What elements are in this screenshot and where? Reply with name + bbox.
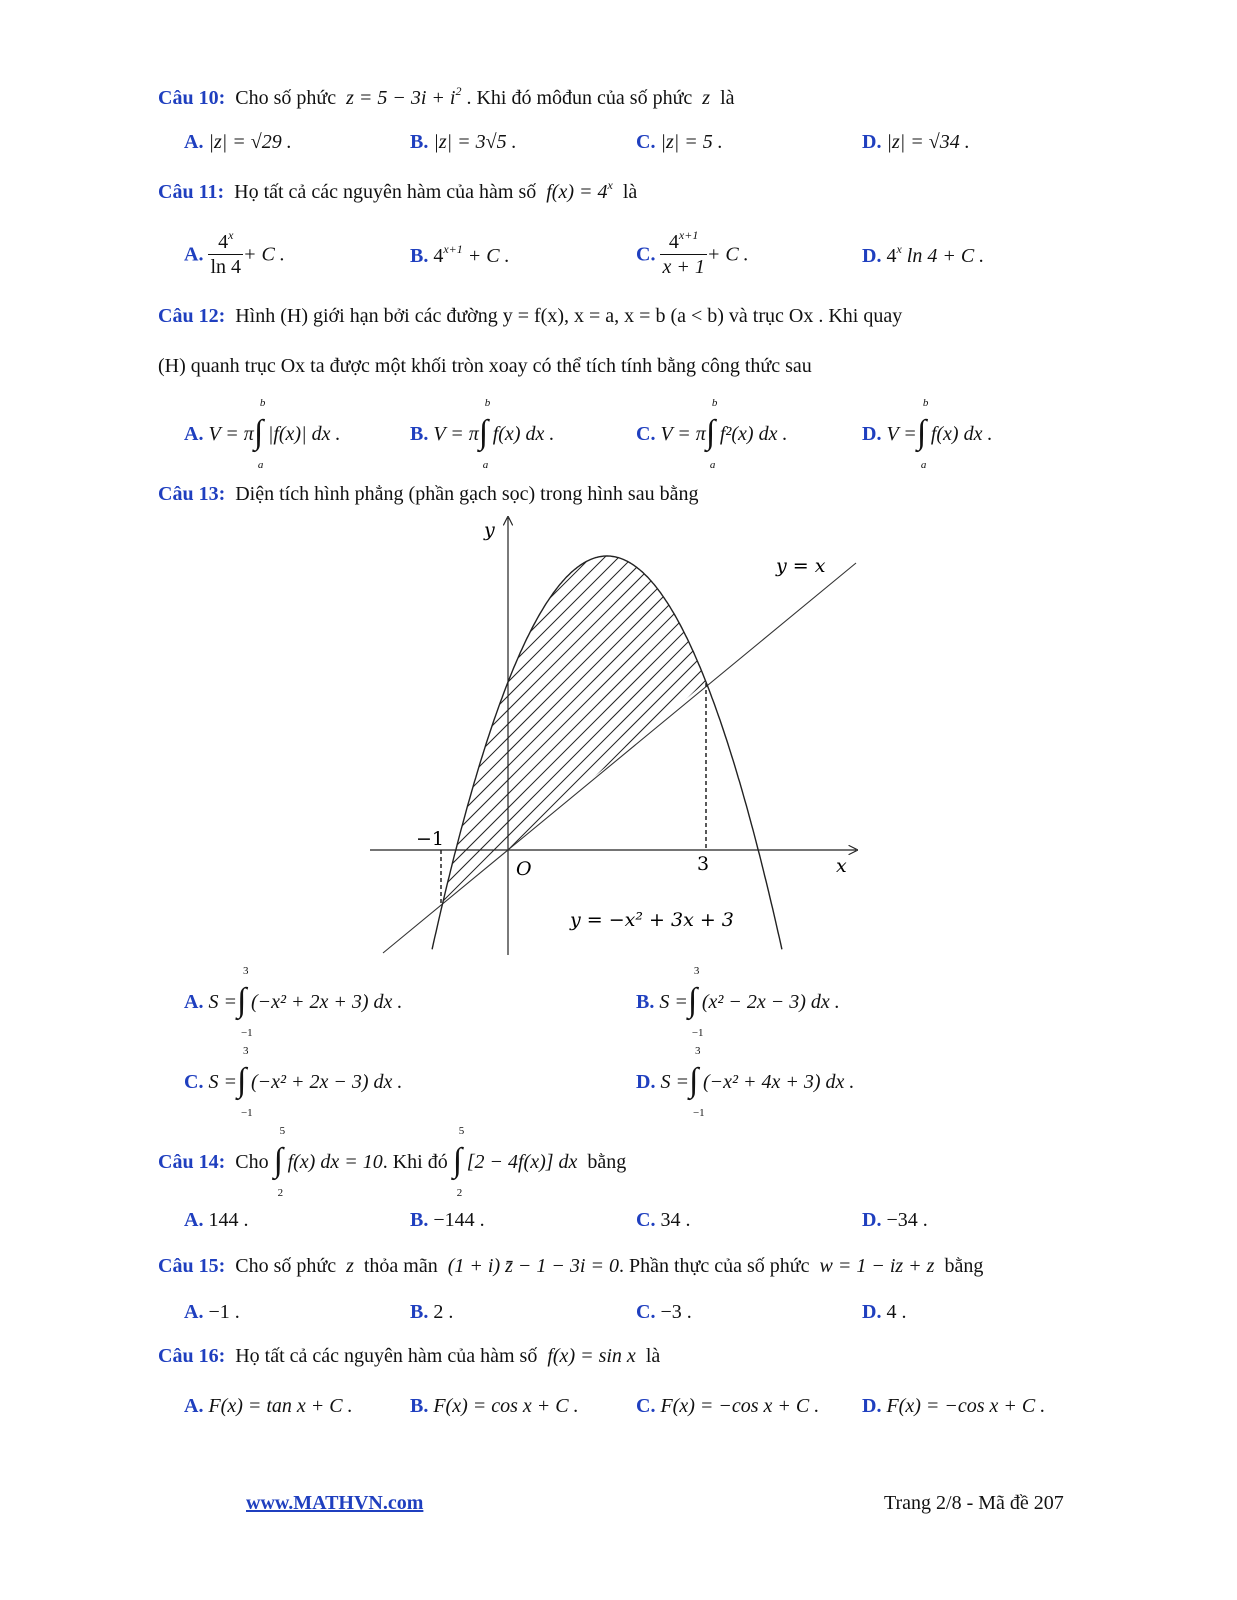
- hatch-line: [360, 530, 464, 930]
- hatch-line: [360, 530, 422, 930]
- q10-option-a[interactable]: A. |z| = √29 .: [184, 131, 292, 153]
- q12-option-c[interactable]: C. V = π ∫ b a f²(x) dx .: [636, 397, 788, 471]
- hatch-line: [750, 530, 870, 930]
- question-10-stem: Câu 10: Cho số phức $z = 5 - 3i + i^2$ . Khi đó môđun của số phức z là: [158, 84, 735, 109]
- q11-option-d[interactable]: D. 4$^x$ ln 4 + C .: [862, 242, 985, 267]
- hatch-line: [360, 530, 520, 930]
- q16-option-b[interactable]: B. F(x) = cos x + C .: [410, 1395, 579, 1417]
- hatch-line: [360, 530, 646, 930]
- hatch-line: [360, 530, 618, 930]
- q13-option-c[interactable]: C. S = ∫ 3 −1 (−x² + 2x − 3) dx .: [184, 1045, 403, 1119]
- hatch-line: [360, 530, 744, 930]
- q15-option-b[interactable]: B. 2 .: [410, 1301, 454, 1323]
- hatch-line: [582, 530, 870, 930]
- hatch-line: [512, 530, 870, 930]
- question-15-stem: Câu 15: Cho số phức z thỏa mãn (1 + i) z̄ − 1 − 3i = 0. Phần thực của số phức w = 1 − iz + z bằng: [158, 1255, 984, 1277]
- hatch-line: [360, 530, 450, 930]
- q14-option-d[interactable]: D. −34 .: [862, 1209, 928, 1231]
- hatch-line: [360, 530, 730, 930]
- hatch-line: [360, 530, 716, 930]
- hatch-line: [360, 530, 632, 930]
- hatch-line: [360, 530, 380, 930]
- parabola-curve: [432, 556, 782, 949]
- q14-option-b[interactable]: B. −144 .: [410, 1209, 485, 1231]
- question-16-stem: Câu 16: Họ tất cả các nguyên hàm của hàm số f(x) = sin x là: [158, 1345, 661, 1367]
- footer-link[interactable]: www.MATHVN.com: [246, 1492, 424, 1514]
- question-13-stem: Câu 13: Diện tích hình phẳng (phần gạch sọc) trong hình sau bằng: [158, 483, 699, 505]
- question-label: Câu 10:: [158, 87, 226, 109]
- hatch-line: [360, 530, 492, 930]
- hatch-line: [862, 530, 870, 930]
- q10-option-c[interactable]: C. |z| = 5 .: [636, 131, 723, 153]
- q13-option-a[interactable]: A. S = ∫ 3 −1 (−x² + 2x + 3) dx .: [184, 965, 403, 1039]
- question-12-stem-line2: (H) quanh trục Ox ta được một khối tròn xoay có thể tích tính bằng công thức sau: [158, 355, 812, 377]
- q11-option-c[interactable]: C. $\frac{4^{x+1}}{x + 1}$ + C .: [636, 228, 749, 278]
- q10-option-b[interactable]: B. |z| = 3√5 .: [410, 131, 517, 153]
- q12-option-a[interactable]: A. V = π ∫ b a |f(x)| dx .: [184, 397, 341, 471]
- hatch-line: [610, 530, 870, 930]
- hatch-line: [764, 530, 870, 930]
- hatch-line: [792, 530, 870, 930]
- hatch-line: [360, 530, 394, 930]
- q10-option-d[interactable]: D. |z| = √34 .: [862, 131, 970, 153]
- q15-option-c[interactable]: C. −3 .: [636, 1301, 692, 1323]
- hatch-line: [360, 530, 604, 930]
- hatch-line: [360, 530, 436, 930]
- hatch-line: [624, 530, 870, 930]
- y-axis-label: y: [484, 519, 495, 541]
- hatch-line: [360, 530, 408, 930]
- q13-option-b[interactable]: B. S = ∫ 3 −1 (x² − 2x − 3) dx .: [636, 965, 840, 1039]
- hatch-line: [722, 530, 870, 930]
- x-axis-label: x: [836, 855, 847, 877]
- hatch-line: [848, 530, 870, 930]
- hatch-line: [484, 530, 870, 930]
- curve-label: y = −x² + 3x + 3: [570, 909, 734, 931]
- q11-option-a[interactable]: A. $\frac{4^x}{\ln 4}$ + C .: [184, 228, 285, 278]
- q14-option-c[interactable]: C. 34 .: [636, 1209, 691, 1231]
- tick-3-label: 3: [697, 853, 710, 875]
- hatch-line: [360, 530, 366, 930]
- q15-option-a[interactable]: A. −1 .: [184, 1301, 240, 1323]
- area-figure: [360, 510, 870, 960]
- q16-option-a[interactable]: A. F(x) = tan x + C .: [184, 1395, 353, 1417]
- hatch-line: [360, 530, 660, 930]
- question-14-stem: Câu 14: Cho ∫ 5 2 f(x) dx = 10. Khi đó ∫ 5 2 [2 − 4f(x)] dx bằng: [158, 1125, 627, 1199]
- q16-option-c[interactable]: C. F(x) = −cos x + C .: [636, 1395, 820, 1417]
- q12-option-d[interactable]: D. V = ∫ b a f(x) dx .: [862, 397, 993, 471]
- hatch-line: [360, 530, 562, 930]
- line-y-equals-x: [383, 563, 856, 953]
- question-11-stem: Câu 11: Họ tất cả các nguyên hàm của hàm số $f(x) = 4^x$ là: [158, 178, 638, 203]
- hatch-line: [596, 530, 870, 930]
- q16-option-d[interactable]: D. F(x) = −cos x + C .: [862, 1395, 1046, 1417]
- hatch-line: [736, 530, 870, 930]
- q12-option-b[interactable]: B. V = π ∫ b a f(x) dx .: [410, 397, 555, 471]
- line-label: y = x: [776, 555, 826, 577]
- origin-label: O: [516, 858, 532, 880]
- q13-option-d[interactable]: D. S = ∫ 3 −1 (−x² + 4x + 3) dx .: [636, 1045, 855, 1119]
- footer-page-info: Trang 2/8 - Mã đề 207: [884, 1492, 1064, 1514]
- hatch-line: [498, 530, 870, 930]
- tick-neg1-label: −1: [416, 828, 445, 850]
- hatch-pattern: [360, 530, 870, 930]
- question-12-stem-line1: Câu 12: Hình (H) giới hạn bởi các đường y = f(x), x = a, x = b (a < b) và trục Ox . Khi quay: [158, 305, 903, 327]
- q14-option-a[interactable]: A. 144 .: [184, 1209, 249, 1231]
- q15-option-d[interactable]: D. 4 .: [862, 1301, 907, 1323]
- q11-option-b[interactable]: B. $4^{x+1} + C$ .: [410, 242, 510, 267]
